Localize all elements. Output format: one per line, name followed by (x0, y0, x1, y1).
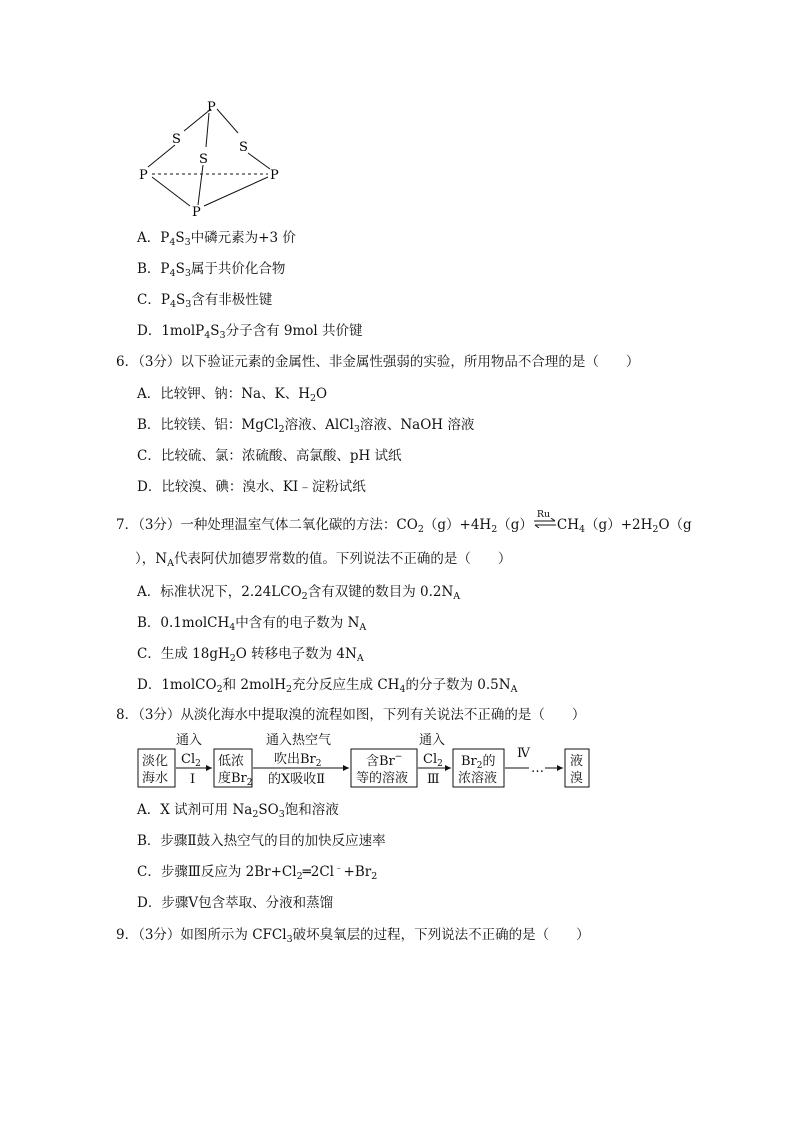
q6-option-d: D．比较溴、碘：溴水、KI﹣淀粉试纸 (137, 479, 366, 495)
q5-option-d: D．$1molP_4S_3$分子含有 9mol 共价键 (137, 323, 363, 341)
q8-option-d: D．步骤Ⅴ包含萃取、分液和蒸馏 (137, 895, 334, 911)
flow-arrow3-top: 通入 (419, 733, 446, 748)
flow-arrow2-bottom: 的X吸收Ⅱ (268, 772, 326, 787)
q5-option-c: C．$P_4S_3$含有非极性键 (137, 292, 273, 310)
flow-arrow1-bottom: I (190, 772, 196, 787)
q6-option-c: C．比较硫、氯：浓硫酸、高氯酸、pH 试纸 (137, 448, 402, 464)
q7-option-d: D．1molCO$_2$和 2molH$_2$充分反应生成 $CH_4$的分子数为 $0.5N_A$ (137, 677, 518, 695)
flow-box2-line2: 度$Br_2$ (218, 771, 253, 788)
q7-stem-line1: 7．（3分）一种处理温室气体二氧化碳的方法：$CO_2(g)+4H_2(g)$ Ru $CH_4(g)+2H_2O(g$ (116, 509, 692, 535)
q5-option-b: B．$P_4S_3$属于共价化合物 (137, 261, 286, 279)
q8-option-a: A．X 试剂可用 $Na_2SO_3$饱和溶液 (137, 802, 339, 820)
flow-dots: … (531, 761, 544, 776)
flow-box3-line1: 含Br− (366, 752, 403, 769)
flow-arrow2-mid: 吹出$Br_2$ (274, 752, 322, 769)
q6-stem: 6．（3分）以下验证元素的金属性、非金属性强弱的实验，所用物品不合理的是（ ） (116, 354, 640, 370)
q8-option-c: C．步骤Ⅲ反应为 $2Br+Cl_2═2Cl^﹣+Br_2$ (137, 863, 378, 882)
q5-option-a: A．$P_4S_3$中磷元素为+3 价 (137, 230, 296, 248)
q7-stem-line2: ），$N_A$代表阿伏加德罗常数的值。下列说法不正确的是（ ） (135, 551, 512, 569)
q6-option-a: A．比较钾、钠：Na、K、$H_2O$ (137, 386, 328, 404)
flow-arrow3-mid: $Cl_2$ (423, 752, 443, 769)
q6-option-b: B．比较镁、铝：MgCl$_2$溶液、AlCl$_3$溶液、NaOH 溶液 (137, 417, 475, 435)
atom-p-top: P (207, 100, 216, 115)
reversible-arrow-icon: Ru (533, 514, 557, 532)
flow-arrow4-top: Ⅳ (517, 746, 530, 761)
q8-option-b: B．步骤Ⅱ鼓入热空气的目的加快反应速率 (137, 833, 386, 849)
flow-box1-line1: 淡化 (142, 754, 169, 769)
flow-box4-line1: $Br_2$的 (461, 754, 496, 771)
flow-arrow1-mid: $Cl_2$ (181, 752, 201, 769)
q7-option-b: B．0.1molCH$_4$中含有的电子数为 $N_A$ (137, 615, 367, 633)
flow-box5-line2: 溴 (570, 771, 584, 786)
atom-s-left: S (172, 132, 181, 147)
flow-box4-line2: 浓溶液 (458, 771, 498, 786)
q9-stem: 9．（3分）如图所示为 CFCl$_3$破坏臭氧层的过程，下列说法不正确的是（ ） (116, 927, 590, 945)
flow-box1-line2: 海水 (142, 771, 169, 786)
atom-p-bottom: P (192, 205, 201, 220)
flow-box2-line1: 低浓 (218, 754, 245, 769)
atom-p-right: P (270, 168, 279, 183)
flow-arrow3-bottom: Ⅲ (427, 772, 440, 787)
q7-option-a: A．标准状况下，$2.24LCO_2$含有双键的数目为 $0.2N_A$ (137, 584, 461, 602)
flow-box5-line1: 液 (570, 754, 584, 769)
flow-arrow2-top: 通入热空气 (266, 733, 332, 748)
p4s3-structure-diagram (130, 95, 300, 225)
q7-option-c: C．生成 $18gH_2O$ 转移电子数为 $4N_A$ (137, 646, 364, 664)
q8-stem: 8．（3分）从淡化海水中提取溴的流程如图，下列有关说法不正确的是（ ） (116, 707, 586, 723)
atom-s-right: S (239, 140, 248, 155)
flow-arrow1-top: 通入 (176, 733, 203, 748)
atom-s-center: S (199, 152, 208, 167)
bromine-extraction-flowchart (136, 730, 606, 792)
flow-box3-line2: 等的溶液 (356, 771, 409, 786)
atom-p-left: P (139, 168, 148, 183)
